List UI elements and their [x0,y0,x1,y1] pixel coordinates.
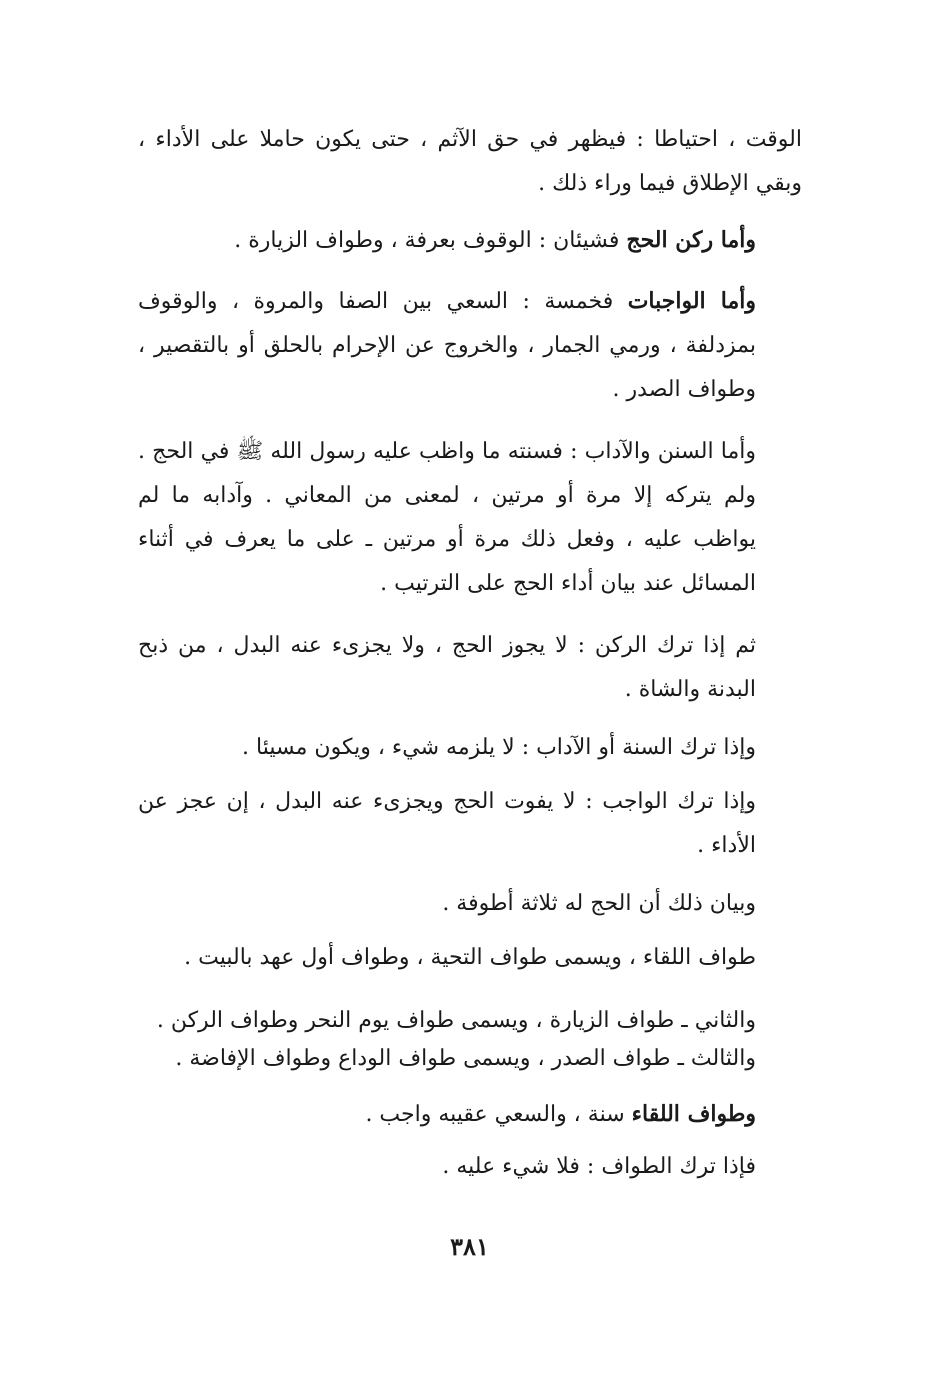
paragraph [138,279,802,412]
paragraph: الوقت ، احتياطا : فيظهر في حق الآثم ، حتى يكون حاملا على الأداء ، وبقي الإطلاق فيما وراء ذلك . [138,127,802,196]
bold-lead: وطواف اللقاء [631,1101,756,1127]
paragraph-text: فشيئان : الوقوف بعرفة ، وطواف الزيارة . [234,228,627,253]
paragraph: وأما السنن والآداب : فسنته ما واظب عليه رسول الله ﷺ في الحج . ولم يتركه إلا مرة أو مرتين ، لمعنى من المعاني . وآدابه ما لم يواظب عليه ، وفعل ذلك مرة أو مرتين ـ على ما يعرف في أثناء المسائل عند بيان أداء الحج على الترتيب . [138,439,756,596]
bold-lead: وأما ركن الحج [626,227,756,253]
paragraph: فإذا ترك الطواف : فلا شيء عليه . [442,1154,756,1179]
paragraph: والثاني ـ طواف الزيارة ، ويسمى طواف يوم النحر وطواف الركن . [156,1008,756,1033]
paragraph: والثالث ـ طواف الصدر ، ويسمى طواف الوداع وطواف الإفاضة . [175,1046,756,1071]
paragraph: وإذا ترك السنة أو الآداب : لا يلزمه شيء ، ويكون مسيئا . [242,735,756,760]
page-number: ٣٨١ [450,1232,489,1261]
paragraph [138,1092,802,1137]
paragraph: ثم إذا ترك الركن : لا يجوز الحج ، ولا يجزىء عنه البدل ، من ذبح البدنة والشاة . [138,633,756,702]
paragraph: وإذا ترك الواجب : لا يفوت الحج ويجزىء عنه البدل ، إن عجز عن الأداء . [138,789,756,858]
paragraph-text: سنة ، والسعي عقيبه واجب . [365,1102,632,1127]
paragraph: وبيان ذلك أن الحج له ثلاثة أطوفة . [442,891,756,916]
bold-lead: وأما الواجبات [627,288,756,314]
paragraph: طواف اللقاء ، ويسمى طواف التحية ، وطواف أول عهد بالبيت . [184,945,756,970]
paragraph [138,218,802,263]
text-block [138,118,802,1189]
paragraph-text: فخمسة : السعي بين الصفا والمروة ، والوقوف بمزدلفة ، ورمي الجمار ، والخروج عن الإحرام بالحلق أو بالتقصير ، وطواف الصدر . [138,289,757,402]
